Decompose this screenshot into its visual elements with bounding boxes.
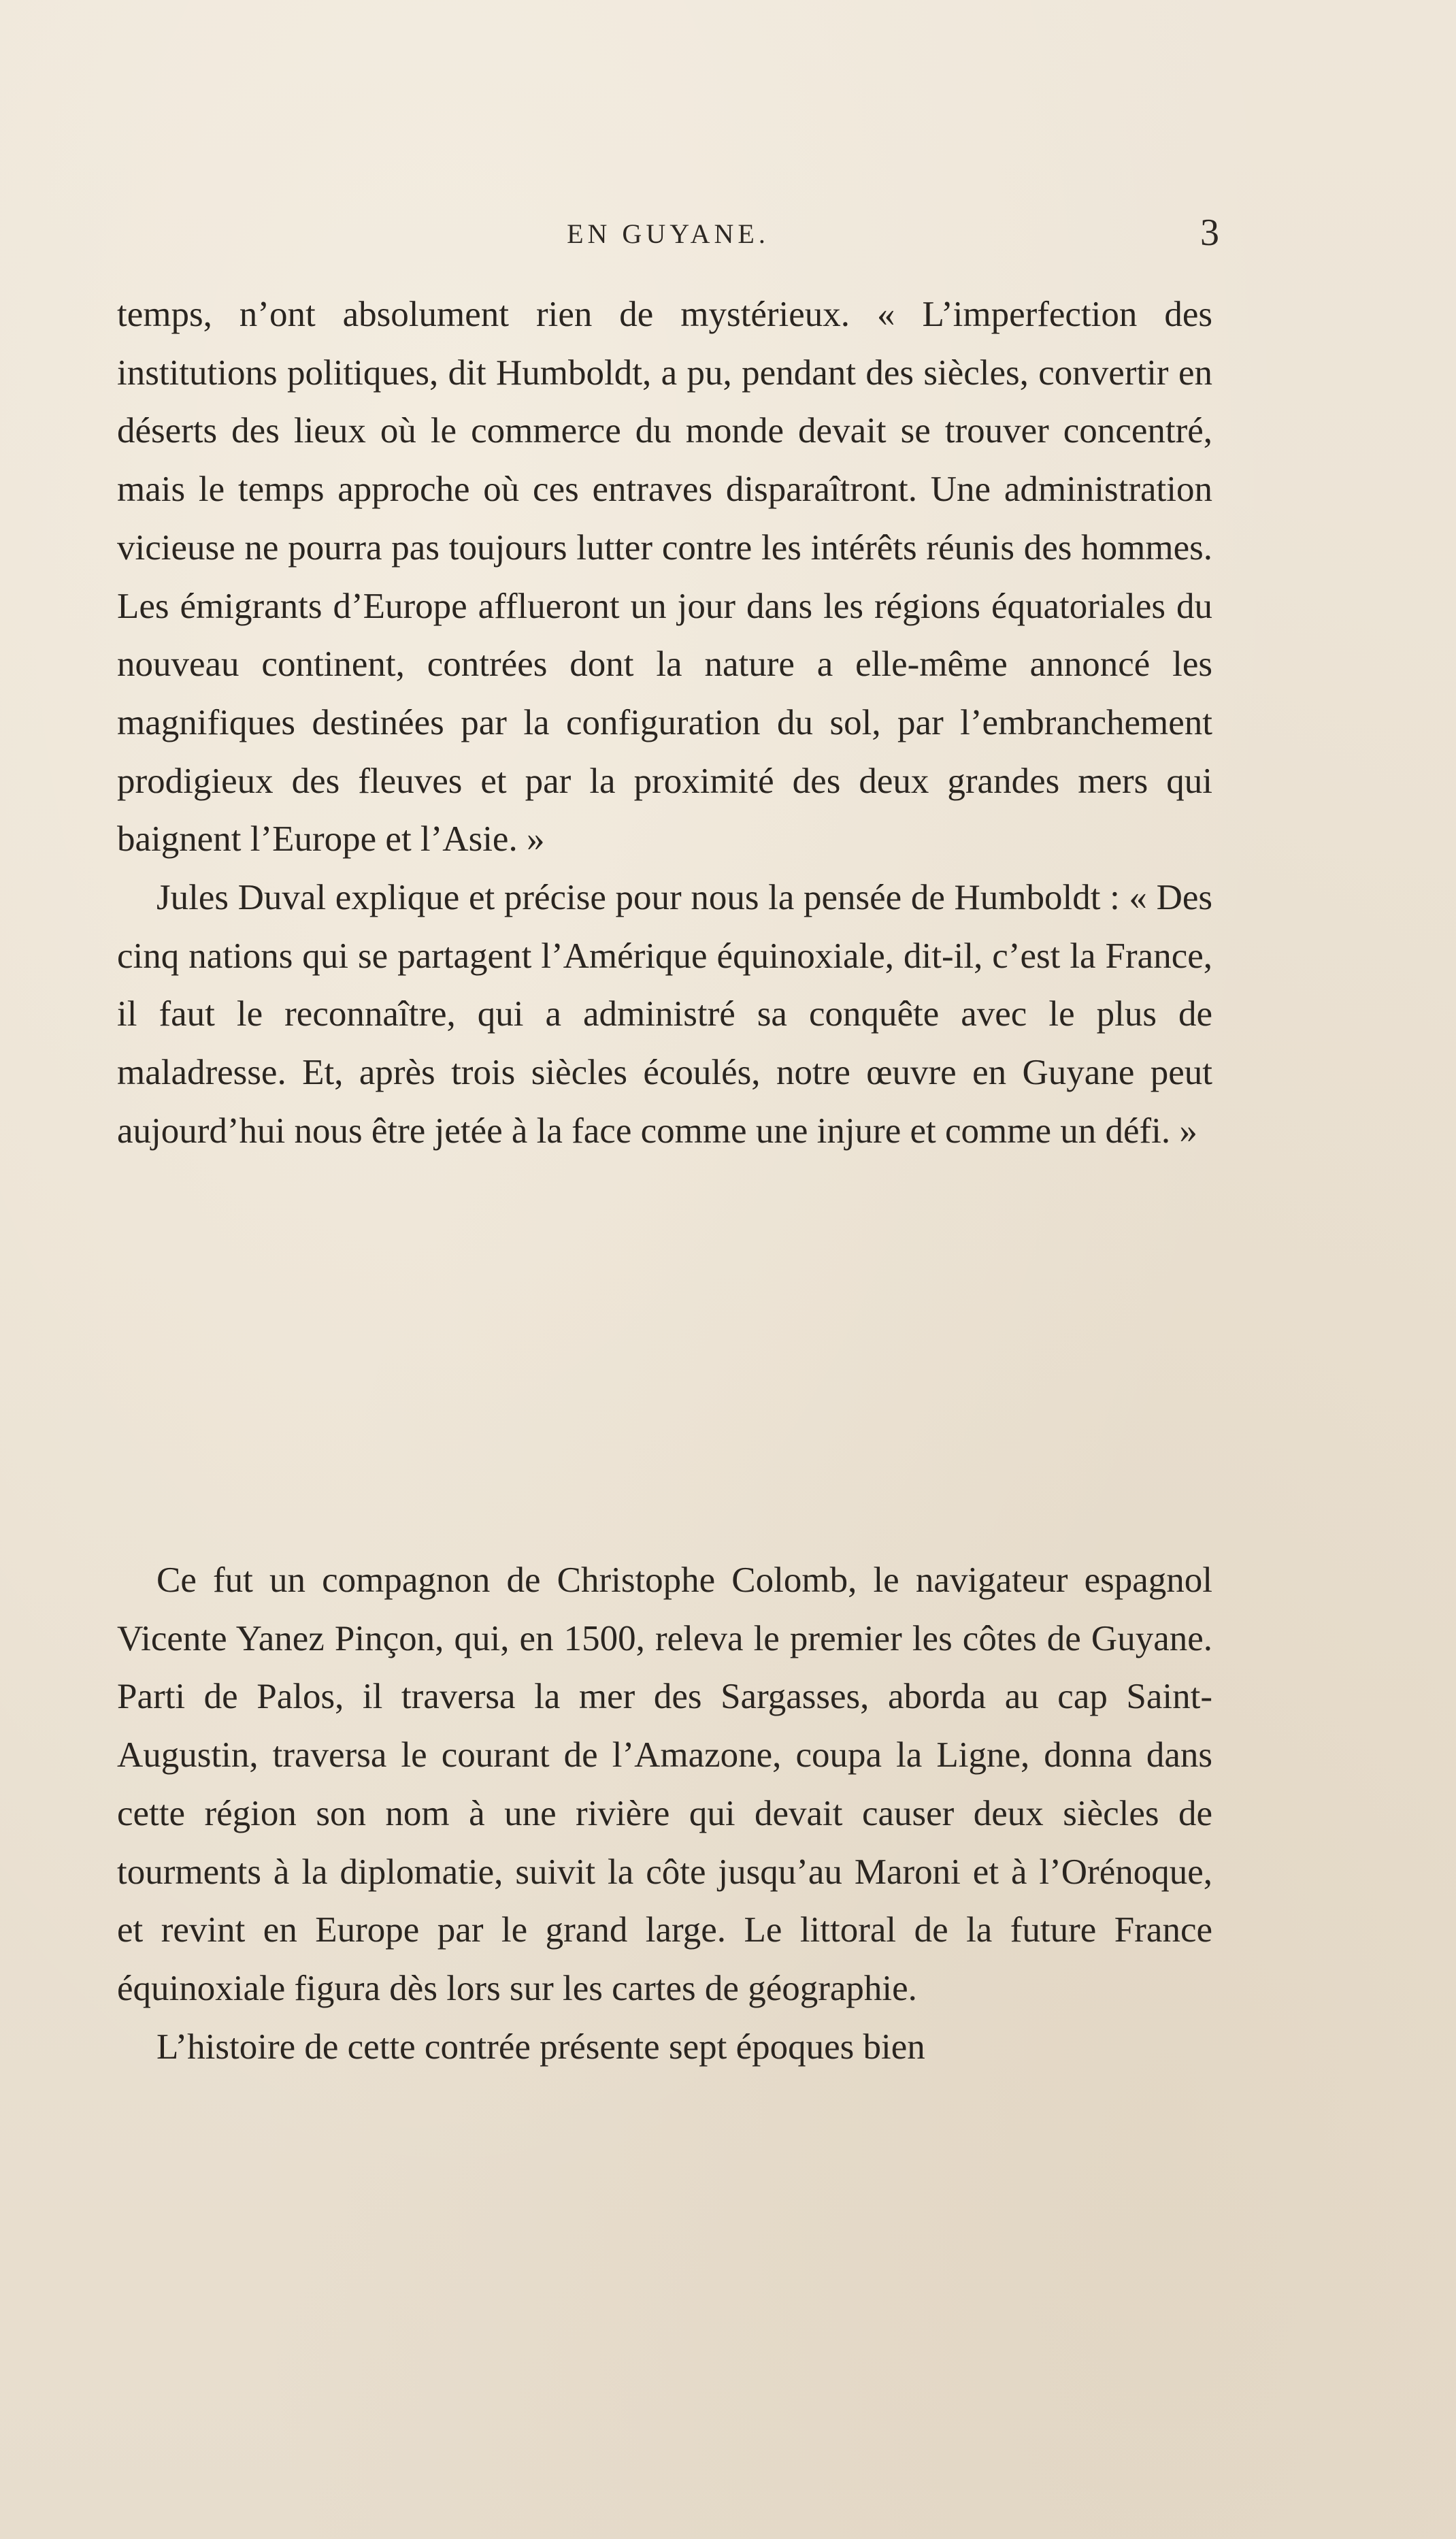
page-header (117, 204, 1219, 265)
page-number: 3 (1200, 212, 1219, 254)
paragraph-continued: temps, n’ont absolument rien de mystérieux. « L’imperfection des institutions politiques, dit Humboldt, a pu, pendant des siècles, convertir en déserts des lieux où le commerce du monde devait se trouver concentré, mais le temps approche où ces entraves disparaîtront. Une administration vicieuse ne pourra pas toujours lutter contre les intérêts réunis des hommes. Les émigrants d’Europe afflueront un jour dans les régions équatoriales du nouveau continent, contrées dont la nature a elle-même annoncé les magnifiques destinées par la configuration du sol, par l’embranchement prodigieux des fleuves et par la proximité des deux grandes mers qui baignent l’Europe et l’Asie. » (117, 295, 1212, 859)
text-block-top (117, 286, 1212, 1161)
text-block-bottom (117, 1552, 1212, 2076)
paragraph-history: L’histoire de cette contrée présente sept époques bien (156, 2027, 925, 2067)
paragraph-pincon: Ce fut un compagnon de Christophe Colomb, le navigateur espagnol Vicente Yanez Pinçon, qui, en 1500, releva le premier les côtes de Guyane. Parti de Palos, il traversa la mer des Sargasses, aborda au cap Saint-Augustin, traversa le courant de l’Amazone, coupa la Ligne, donna dans cette région son nom à une rivière qui devait causer deux siècles de tourments à la diplomatie, suivit la côte jusqu’au Maroni et à l’Orénoque, et revint en Europe par le grand large. Le littoral de la future France équinoxiale figura dès lors sur les cartes de géographie. (117, 1560, 1212, 2008)
paragraph-duval: Jules Duval explique et précise pour nous la pensée de Humboldt : « Des cinq nations qui se partagent l’Amérique équinoxiale, dit-il, c’est la France, il faut le reconnaître, qui a administré sa conquête avec le plus de maladresse. Et, après trois siècles écoulés, notre œuvre en Guyane peut aujourd’hui nous être jetée à la face comme une injure et comme un défi. » (117, 878, 1212, 1151)
running-head: EN GUYANE. (567, 218, 770, 249)
